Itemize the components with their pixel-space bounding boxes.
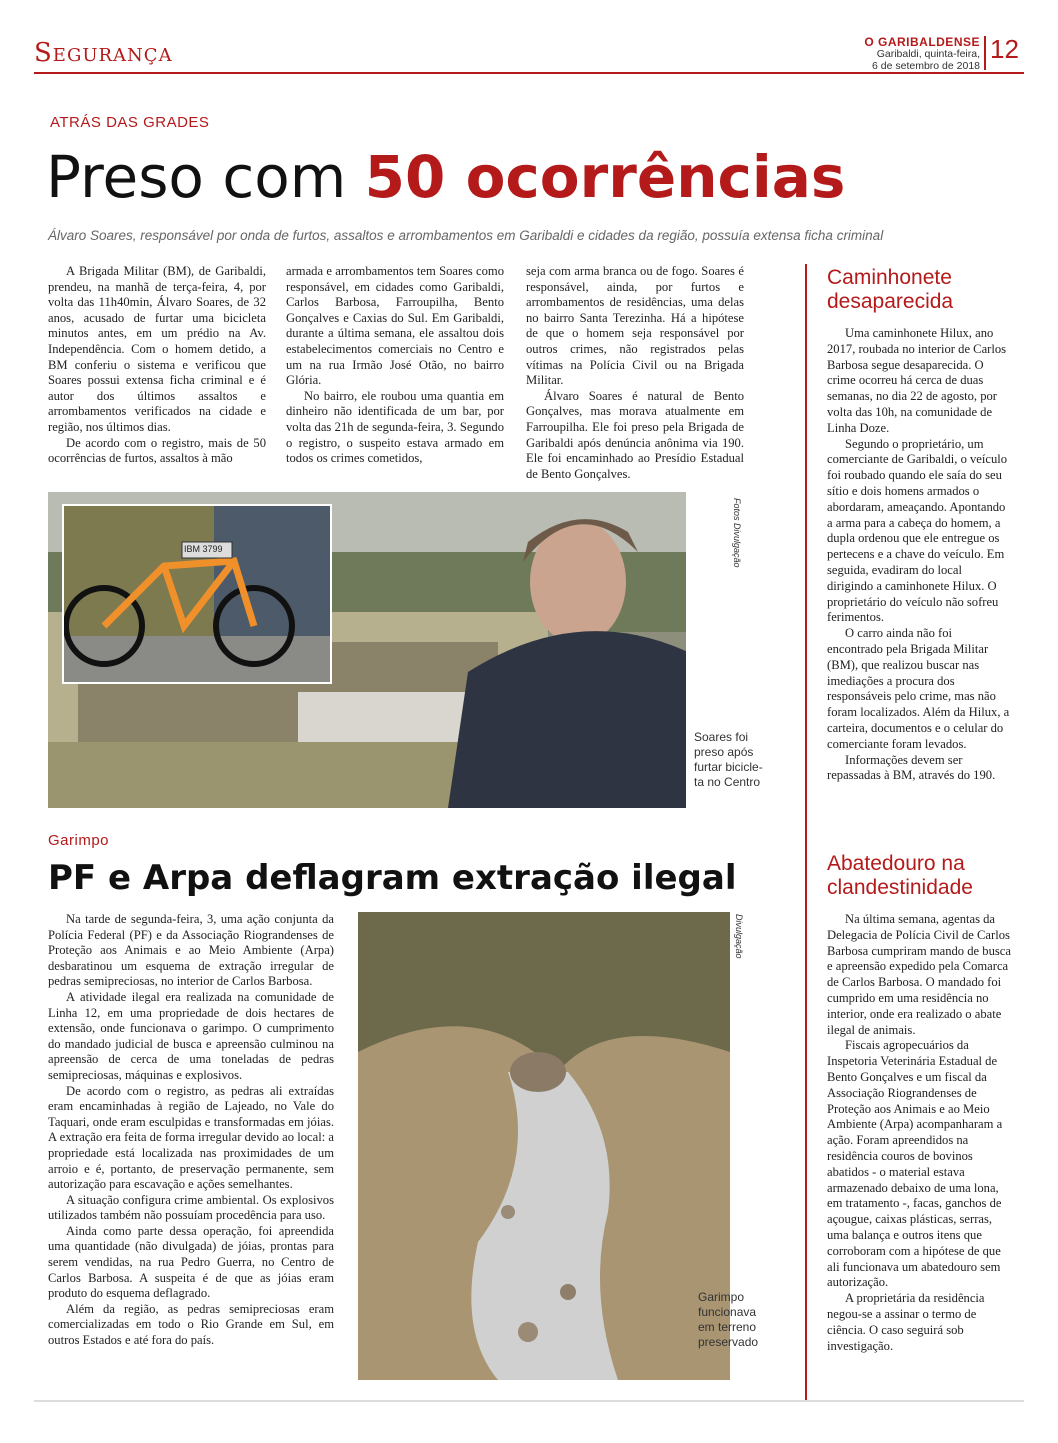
- paragraph: seja com arma branca ou de fogo. Soares é responsável, ainda, por furtos e arrombamentos de residências, uma delas no bairro Santa Terezinha. Há a hipótese de que o homem seja responsável por outros crimes, não registrados pelas vítimas na Polícia Civil ou na Brigada Militar.: [526, 264, 744, 388]
- paper-name: O GARIBALDENSE: [864, 35, 980, 49]
- article1-column-1: [48, 264, 266, 467]
- paragraph: Informações devem ser repassadas à BM, através do 190.: [827, 752, 996, 783]
- paragraph: A Brigada Militar (BM), de Garibaldi, prendeu, na manhã de terça-feira, 4, por volta das 11h40min, Álvaro Soares, de 32 anos, acusado de furtar uma bicicleta minutos antes, em um prédio na Av. Independência. Com o homem detido, a BM conferiu o sistema e verificou que Soares possui extensa ficha criminal e é autor dos últimos assaltos e arrombamentos verificados na cidade e região, nos últimos dias.: [48, 264, 266, 434]
- paragraph: A proprietária da residência negou-se a assinar o termo de ciência. O caso seguirá sob investigação.: [827, 1291, 985, 1353]
- paragraph: Fiscais agropecuários da Inspetoria Veterinária Estadual de Bento Gonçalves e um fiscal da Associação Riograndenses de Proteção aos Animais e ao Meio Ambiente (Arpa) acompanharam a ação. Foram apreendidos na residência couros de bovinos abatidos - o material estava armazenado debaixo de uma lona, em tratamento -, facas, ganchos de açougue, caixas plásticas, serras, uma balança e outros itens que corroboram com a hipótese de que ali funcionava um abatedouro sem autorização.: [827, 1038, 1003, 1290]
- page-number-divider: [984, 36, 986, 70]
- bicycle-inset-drawing: [64, 506, 330, 682]
- paragraph: A atividade ilegal era realizada na comunidade de Linha 12, em uma propriedade de dois hectares de extensão, onde funcionava o garimpo. O cumprimento do mandado judicial de busca e apreensão culminou na apreensão de cerca de uma toneladas de pedras semipreciosas, máquinas e explosivos.: [48, 989, 334, 1082]
- paragraph: De acordo com o registro, as pedras ali extraídas eram encaminhadas à região de Lajeado, no Vale do Taquari, onde eram esculpidas e transformadas em jóias. A extração era feita de forma irregular devido ao local: a propriedade está localizada nas proximidades de um arroio e é, portanto, de preservação permanente, sem autorização para escavação e ações semelhantes.: [48, 1083, 334, 1192]
- article1-kicker: ATRÁS DAS GRADES: [50, 114, 210, 131]
- sidebar1-body: [827, 326, 1011, 784]
- page-number: 12: [990, 34, 1019, 64]
- bicycle-inset-photo: [62, 504, 332, 684]
- caption-line: preso após: [694, 745, 754, 759]
- article1-headline: [46, 143, 846, 211]
- paragraph: Na tarde de segunda-feira, 3, uma ação conjunta da Polícia Federal (PF) e da Associação Riograndenses de Proteção aos Animais e ao Meio Ambiente (Arpa) desbaratinou um esquema de extração irregular de pedras semipreciosas, no interior de Carlos Barbosa.: [48, 912, 334, 989]
- article1-dek: Álvaro Soares, responsável por onda de furtos, assaltos e arrombamentos em Garibaldi e cidades da região, possuía extensa ficha criminal: [48, 228, 884, 243]
- photo-credit: Divulgação: [734, 914, 744, 959]
- caption-line: Garimpo: [698, 1290, 745, 1304]
- sidebar2-title: Abatedouro na clandestinidade: [827, 852, 973, 899]
- photo-caption: [694, 730, 774, 790]
- paragraph: No bairro, ele roubou uma quantia em dinheiro não identificada de um bar, por volta das 21h de segunda-feira, 3. Segundo o registro, o suspeito estava armado em todos os crimes cometidos,: [286, 388, 504, 466]
- article2-body: [48, 912, 334, 1349]
- article1-column-2: [286, 264, 504, 467]
- paragraph: Álvaro Soares é natural de Bento Gonçalves, mas morava atualmente em Farroupilha. Ele foi preso pela Brigada de Garibaldi após denúncia anônima via 190. Ele foi encaminhado ao Presídio Estadual de Bento Gonçalves.: [526, 388, 744, 481]
- caption-line: em terreno: [698, 1320, 757, 1334]
- paragraph: O carro ainda não foi encontrado pela Brigada Militar (BM), que realizou buscar nas imediações a procura dos responsáveis pelo crime, mas não foram localizados. Além da Hilux, a carteira, documentos e o celular do comerciante foram levados.: [827, 626, 1010, 751]
- headline-red-part: 50 ocorrências: [364, 143, 846, 211]
- paragraph: De acordo com o registro, mais de 50 ocorrências de furtos, assaltos à mão: [48, 435, 266, 466]
- date-line-1: Garibaldi, quinta-feira,: [876, 48, 980, 60]
- paragraph: A situação configura crime ambiental. Os explosivos utilizados também não possuíam procedência para uso.: [48, 1192, 334, 1223]
- caption-line: funcionava: [698, 1305, 757, 1319]
- header-rule: [34, 72, 1024, 74]
- paragraph: Uma caminhonete Hilux, ano 2017, roubada no interior de Carlos Barbosa segue desaparecida. O crime ocorreu há cerca de duas semanas, no dia 22 de agosto, por volta das 10h, na comunidade de Linha Doze.: [827, 326, 1007, 435]
- paragraph: Segundo o proprietário, um comerciante de Garibaldi, o veículo foi roubado quando ele saía do seu sítio e dois homens armados o abordaram, ameaçando. Apontando a arma para a cabeça do homem, a dupla ordenou que ele entregue os pertecens e a chave do veículo. Em seguida, evadiram do local dirigindo a caminhonete Hilux. O proprietário do veículo não sofreu ferimentos.: [827, 436, 1008, 625]
- photo-caption: [698, 1290, 768, 1350]
- caption-line: ta no Centro: [694, 775, 761, 789]
- photo-credit: Fotos Divulgação: [732, 498, 742, 568]
- paragraph: armada e arrombamentos tem Soares como responsável, em cidades como Garibaldi, Carlos Barbosa, Farroupilha, Bento Gonçalves e Caxias do Sul. Em Garibaldi, durante a última semana, ele assaltou dois estabelecimentos comerciais no Centro e um na rua Irmão José Otão, no bairro Glória.: [286, 264, 504, 388]
- article2-kicker: Garimpo: [48, 832, 110, 849]
- date-line-2: 6 de setembro de 2018: [872, 60, 980, 72]
- caption-line: furtar biciclе-: [694, 760, 763, 774]
- sidebar1-title: Caminhonete desaparecida: [827, 266, 954, 313]
- caption-line: preservado: [698, 1335, 759, 1349]
- paragraph: Ainda como parte dessa operação, foi apreendida uma quantidade (não divulgada) de jóias, prontas para serem vendidas, na rua Pedro Guerra, no Centro de Carlos Barbosa. A suspeita é de que as jóias eram produto do esquema deflagrado.: [48, 1223, 334, 1301]
- mining-photo-drawing: [358, 912, 730, 1380]
- masthead: [864, 36, 980, 72]
- bottom-rule: [34, 1400, 1024, 1402]
- article2-headline: PF e Arpa deflagram extração ilegal: [48, 858, 737, 898]
- section-title: Segurança: [34, 38, 173, 68]
- paragraph: Na última semana, agentas da Delegacia de Polícia Civil de Carlos Barbosa cumpriram mando de busca e apreensão expedido pela Comarca de Carlos Barbosa. O mandado foi cumprido em uma residência no interior, onde era realizado o abate ilegal de animais.: [827, 912, 1011, 1037]
- sidebar-divider: [805, 264, 807, 1400]
- paragraph: Além da região, as pedras semipreciosas eram comercializadas em todo o Rio Grande em Sul, em outros Estados e até fora do país.: [48, 1301, 334, 1348]
- sidebar2-body: [827, 912, 1011, 1354]
- caption-line: Soares foi: [694, 730, 749, 744]
- mining-photo: [358, 912, 730, 1380]
- headline-black-part: Preso com: [46, 143, 365, 211]
- article1-column-3: [526, 264, 744, 482]
- inset-license-plate: IBM 3799: [184, 544, 223, 554]
